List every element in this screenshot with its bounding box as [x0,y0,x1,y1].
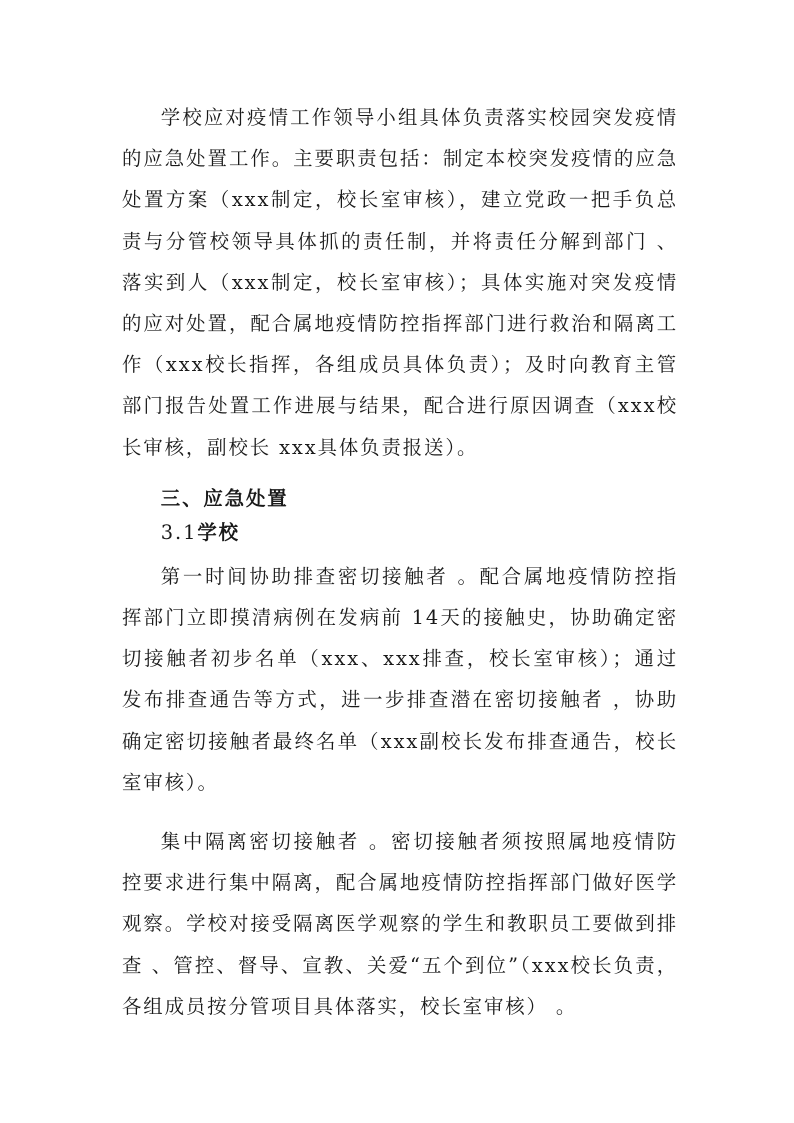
paragraph-quarantine: 集中隔离密切接触者 。密切接触者须按照属地疫情防控要求进行集中隔离，配合属地疫情防控指挥部门做好医学观察。学校对接受隔离医学观察的学生和教职员工要做到排查 、管控、督导、宣教、关爱“五个到位”（xxx校长负责，各组成员按分管项目具体落实，校长室审核） 。 [122,830,678,1018]
subsection-heading-school [122,516,678,550]
section-heading-emergency-response: 三、应急处置 [160,486,289,510]
paragraph-contact-tracing: 第一时间协助排查密切接触者 。配合属地疫情防控指挥部门立即摸清病例在发病前 14天的接触史，协助确定密切接触者初步名单（xxx、xxx排查，校长室审核）；通过发布排查通告等方式，进一步排查潜在密切接触者 ，协助确定密切接触者最终名单（xxx副校长发布排查通告，校长室审核）。 [122,564,678,794]
paragraph-leadership-duties: 学校应对疫情工作领导小组具体负责落实校园突发疫情的应急处置工作。主要职责包括：制定本校突发疫情的应急处置方案（xxx制定，校长室审核），建立党政一把手负总责与分管校领导具体抓的责任制，并将责任分解到部门 、落实到人（xxx制定，校长室审核）；具体实施对突发疫情的应对处置，配合属地疫情防控指挥部门进行救治和隔离工作（xxx校长指挥，各组成员具体负责）；及时向教育主管部门报告处置工作进展与结果，配合进行原因调查（xxx校长审核，副校长 xxx具体负责报送）。 [122,106,678,459]
subsection-label: 学校 [197,520,240,544]
subsection-number: 3.1 [160,520,198,544]
document-body [122,97,678,1027]
